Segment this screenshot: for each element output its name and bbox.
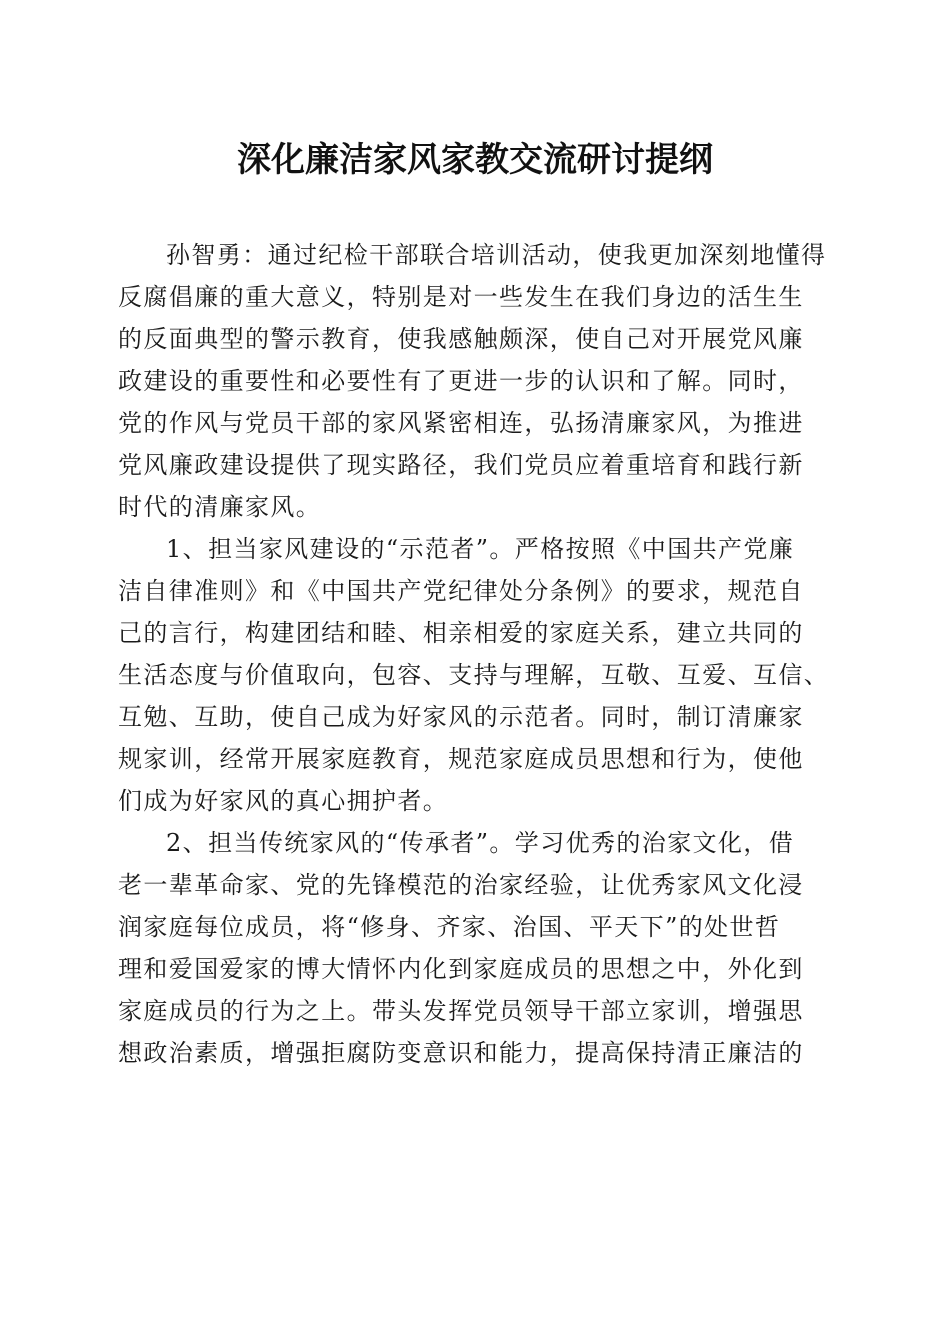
text-line: 们成为好家风的真心拥护者。 xyxy=(118,787,449,815)
text-line: 理和爱国爱家的博大情怀内化到家庭成员的思想之中，外化到 xyxy=(118,955,804,983)
text-line: 家庭成员的行为之上。带头发挥党员领导干部立家训，增强思 xyxy=(118,997,804,1025)
text-line: 时代的清廉家风。 xyxy=(118,493,322,521)
text-line: 己的言行，构建团结和睦、相亲相爱的家庭关系，建立共同的 xyxy=(118,619,804,647)
text-line: 生活态度与价值取向，包容、支持与理解，互敬、互爱、互信、 xyxy=(118,661,830,689)
text-line: 2、担当传统家风的“传承者”。学习优秀的治家文化，借 xyxy=(166,829,795,857)
text-line: 孙智勇：通过纪检干部联合培训活动，使我更加深刻地懂得 xyxy=(166,241,827,269)
text-line: 的反面典型的警示教育，使我感触颇深，使自己对开展党风廉 xyxy=(118,325,804,353)
text-line: 老一辈革命家、党的先锋模范的治家经验，让优秀家风文化浸 xyxy=(118,871,804,899)
paragraph-intro xyxy=(118,234,828,528)
text-line: 政建设的重要性和必要性有了更进一步的认识和了解。同时， xyxy=(118,367,804,395)
text-line: 互勉、互助，使自己成为好家风的示范者。同时，制订清廉家 xyxy=(118,703,804,731)
document-title: 深化廉洁家风家教交流研讨提纲 xyxy=(237,140,713,180)
text-line: 规家训，经常开展家庭教育，规范家庭成员思想和行为，使他 xyxy=(118,745,804,773)
paragraph-point-1 xyxy=(118,528,828,822)
text-line: 反腐倡廉的重大意义，特别是对一些发生在我们身边的活生生 xyxy=(118,283,804,311)
text-line: 洁自律准则》和《中国共产党纪律处分条例》的要求，规范自 xyxy=(118,577,804,605)
text-line: 1、担当家风建设的“示范者”。严格按照《中国共产党廉 xyxy=(166,535,795,563)
text-line: 想政治素质，增强拒腐防变意识和能力，提高保持清正廉洁的 xyxy=(118,1039,804,1067)
text-line: 润家庭每位成员，将“修身、齐家、治国、平天下”的处世哲 xyxy=(118,913,781,941)
paragraph-point-2 xyxy=(118,822,828,1074)
text-line: 党的作风与党员干部的家风紧密相连，弘扬清廉家风，为推进 xyxy=(118,409,804,437)
document-body xyxy=(118,234,828,1074)
text-line: 党风廉政建设提供了现实路径，我们党员应着重培育和践行新 xyxy=(118,451,804,479)
